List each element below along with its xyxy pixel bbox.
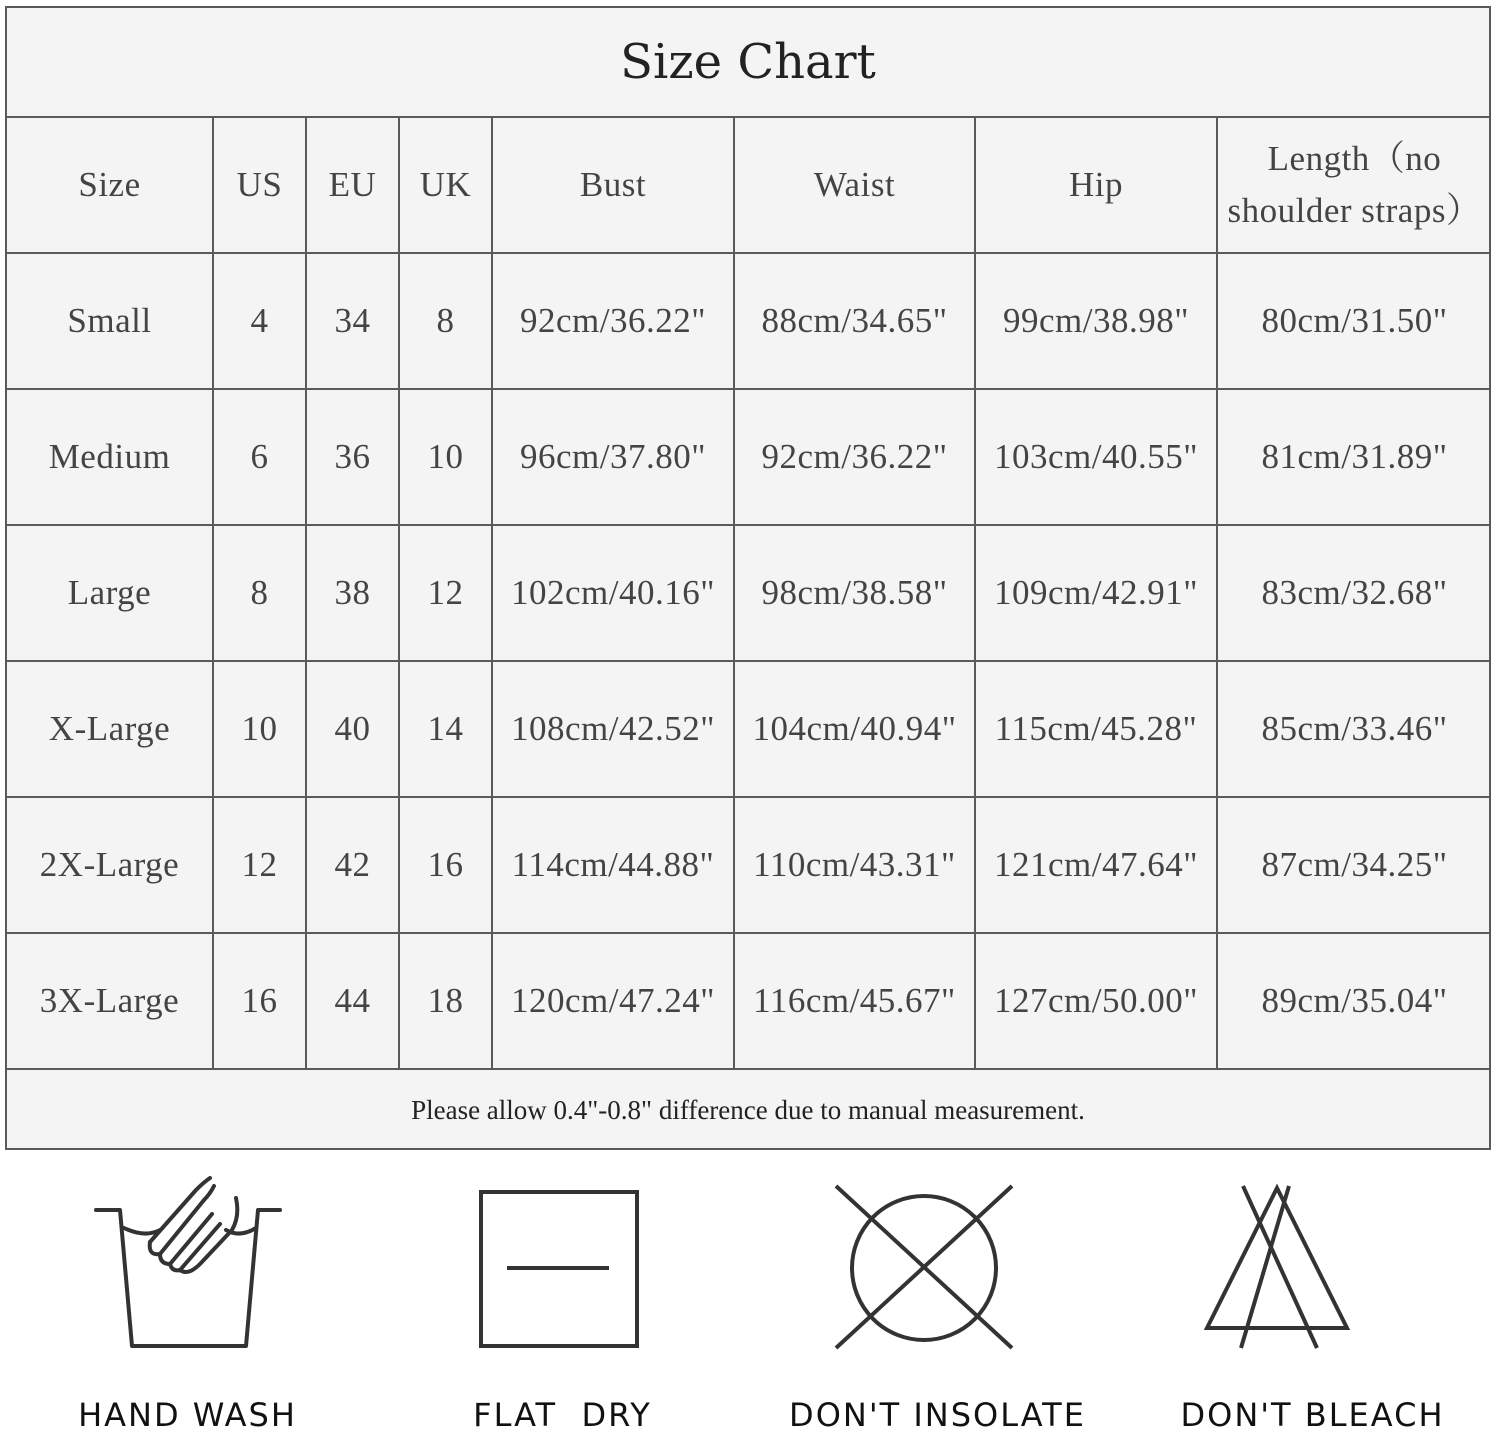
header-length: Length（no shoulder straps） (1218, 118, 1491, 254)
measurement-note: Please allow 0.4"-0.8" difference due to manual measurement. (411, 1094, 1085, 1125)
care-label: DON'T INSOLATE (789, 1396, 1086, 1434)
table-cell: 110cm/43.31" (735, 798, 976, 934)
dont-insolate-icon (750, 1160, 1125, 1360)
table-cell: 12 (214, 798, 307, 934)
table-cell: 12 (400, 526, 493, 662)
care-item-dont-insolate (750, 1150, 1125, 1438)
table-cell: 108cm/42.52" (493, 662, 735, 798)
table-cell: 92cm/36.22" (493, 254, 735, 390)
hand-wash-icon (0, 1160, 375, 1360)
table-cell: 8 (214, 526, 307, 662)
table-cell: 92cm/36.22" (735, 390, 976, 526)
table-cell: 96cm/37.80" (493, 390, 735, 526)
flat-dry-icon (375, 1160, 750, 1360)
table-cell: 42 (307, 798, 400, 934)
table-cell: 14 (400, 662, 493, 798)
table-cell: 10 (400, 390, 493, 526)
header-size: Size (7, 118, 214, 254)
header-us: US (214, 118, 307, 254)
table-cell: 109cm/42.91" (976, 526, 1218, 662)
care-instructions (0, 1150, 1500, 1438)
care-label: FLAT DRY (473, 1396, 652, 1434)
header-eu: EU (307, 118, 400, 254)
table-cell: 36 (307, 390, 400, 526)
chart-title: Size Chart (7, 8, 1489, 118)
table-cell: X-Large (7, 662, 214, 798)
table-cell: 6 (214, 390, 307, 526)
header-bust: Bust (493, 118, 735, 254)
table-cell: 121cm/47.64" (976, 798, 1218, 934)
dont-bleach-icon (1125, 1160, 1500, 1360)
header-hip: Hip (976, 118, 1218, 254)
table-cell: 98cm/38.58" (735, 526, 976, 662)
table-cell: 103cm/40.55" (976, 390, 1218, 526)
table-cell: 81cm/31.89" (1218, 390, 1491, 526)
header-uk: UK (400, 118, 493, 254)
table-cell: 8 (400, 254, 493, 390)
table-cell: 104cm/40.94" (735, 662, 976, 798)
table-cell: 115cm/45.28" (976, 662, 1218, 798)
table-cell: 88cm/34.65" (735, 254, 976, 390)
table-cell: 16 (214, 934, 307, 1070)
care-item-hand-wash (0, 1150, 375, 1438)
table-cell: 127cm/50.00" (976, 934, 1218, 1070)
table-cell: 114cm/44.88" (493, 798, 735, 934)
table-cell: 89cm/35.04" (1218, 934, 1491, 1070)
header-waist: Waist (735, 118, 976, 254)
table-cell: 120cm/47.24" (493, 934, 735, 1070)
care-item-flat-dry (375, 1150, 750, 1438)
table-cell: Large (7, 526, 214, 662)
table-cell: 3X-Large (7, 934, 214, 1070)
table-cell: 85cm/33.46" (1218, 662, 1491, 798)
table-cell: 4 (214, 254, 307, 390)
table-cell: 18 (400, 934, 493, 1070)
table-cell: Medium (7, 390, 214, 526)
table-cell: 80cm/31.50" (1218, 254, 1491, 390)
table-cell: 2X-Large (7, 798, 214, 934)
care-label: DON'T BLEACH (1180, 1396, 1445, 1434)
table-cell: 38 (307, 526, 400, 662)
size-table (7, 118, 1489, 1070)
size-chart (5, 6, 1491, 1150)
care-item-dont-bleach (1125, 1150, 1500, 1438)
table-cell: 83cm/32.68" (1218, 526, 1491, 662)
table-cell: Small (7, 254, 214, 390)
table-cell: 99cm/38.98" (976, 254, 1218, 390)
table-cell: 102cm/40.16" (493, 526, 735, 662)
table-cell: 87cm/34.25" (1218, 798, 1491, 934)
table-cell: 16 (400, 798, 493, 934)
table-cell: 44 (307, 934, 400, 1070)
table-cell: 10 (214, 662, 307, 798)
care-label: HAND WASH (78, 1396, 297, 1434)
table-cell: 34 (307, 254, 400, 390)
table-cell: 116cm/45.67" (735, 934, 976, 1070)
table-cell: 40 (307, 662, 400, 798)
